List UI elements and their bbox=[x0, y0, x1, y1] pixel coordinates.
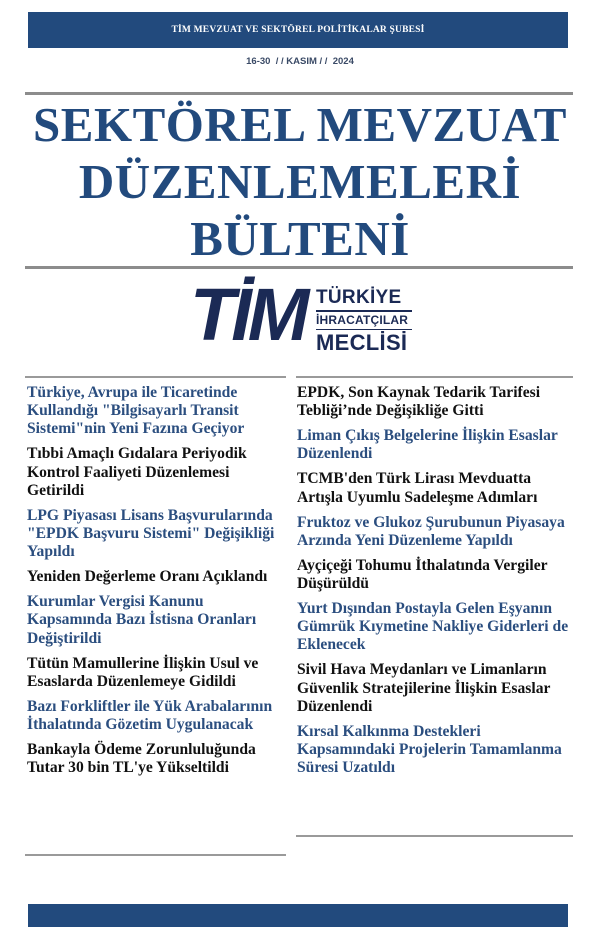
headline-item[interactable]: EPDK, Son Kaynak Tedarik Tarifesi Tebliği’nde Değişikliğe Gitti bbox=[297, 384, 541, 420]
headline-item[interactable]: TCMB'den Türk Lirası Mevduatta Artışla Uyumlu Sadeleşme Adımları bbox=[297, 470, 538, 506]
footer-banner bbox=[28, 904, 568, 927]
right-column-bottom-rule bbox=[296, 835, 573, 837]
right-headline-column bbox=[297, 384, 577, 784]
bulletin-title bbox=[0, 96, 600, 267]
left-column-bottom-rule bbox=[25, 854, 286, 856]
logo-line-meclisi: MECLİSİ bbox=[316, 330, 408, 355]
headline-item[interactable]: Liman Çıkış Belgelerine İlişkin Esaslar Düzenlendi bbox=[297, 427, 558, 463]
title-top-rule bbox=[25, 92, 573, 95]
headline-item[interactable]: Sivil Hava Meydanları ve Limanların Güvenlik Stratejilerine İlişkin Esaslar Düzenlendi bbox=[297, 661, 551, 715]
headline-item[interactable]: Tıbbi Amaçlı Gıdalara Periyodik Kontrol Faaliyeti Düzenlemesi Getirildi bbox=[27, 445, 247, 499]
tim-logo-wordmark bbox=[316, 288, 416, 354]
headline-item[interactable]: Fruktoz ve Glukoz Şurubunun Piyasaya Arzında Yeni Düzenleme Yapıldı bbox=[297, 513, 565, 549]
headline-item[interactable]: Türkiye, Avrupa ile Ticaretinde Kullandığı "Bilgisayarlı Transit Sistemi"nin Yeni Fazına Geçiyor bbox=[27, 384, 245, 438]
title-bottom-rule bbox=[25, 266, 573, 269]
left-headline-column bbox=[27, 384, 289, 784]
headline-item[interactable]: Yeniden Değerleme Oranı Açıklandı bbox=[27, 568, 268, 586]
headline-item[interactable]: Ayçiçeği Tohumu İthalatında Vergiler Düşürüldü bbox=[297, 556, 548, 593]
logo-divider bbox=[316, 310, 412, 312]
logo-line-turkiye: TÜRKİYE bbox=[316, 287, 402, 308]
left-column-top-rule bbox=[25, 376, 286, 378]
tim-logo-mark: TİM bbox=[190, 273, 306, 356]
department-name: TİM MEVZUAT VE SEKTÖREL POLİTİKALAR ŞUBESİ bbox=[171, 25, 425, 35]
logo-line-ihracatcilar: İHRACATÇILAR bbox=[316, 312, 409, 327]
title-line-3: BÜLTENİ bbox=[190, 211, 410, 266]
header-banner bbox=[28, 12, 568, 48]
issue-date: 16-30 / / KASIM / / 2024 bbox=[246, 56, 354, 67]
headline-item[interactable]: Tütün Mamullerine İlişkin Usul ve Esaslarda Düzenlemeye Gidildi bbox=[27, 654, 259, 690]
right-column-top-rule bbox=[296, 376, 573, 378]
headline-item[interactable]: Kırsal Kalkınma Destekleri Kapsamındaki Projelerin Tamamlanma Süresi Uzatıldı bbox=[297, 722, 562, 777]
title-line-1: SEKTÖREL MEVZUAT bbox=[33, 97, 567, 152]
headline-item[interactable]: Kurumlar Vergisi Kanunu Kapsamında Bazı İstisna Oranları Değiştirildi bbox=[27, 593, 257, 647]
headline-item[interactable]: Bazı Forkliftler ile Yük Arabalarının İthalatında Gözetim Uygulanacak bbox=[27, 697, 273, 734]
title-line-2: DÜZENLEMELERİ bbox=[78, 154, 522, 209]
headline-item[interactable]: Yurt Dışından Postayla Gelen Eşyanın Gümrük Kıymetine Nakliye Giderleri de Eklenecek bbox=[297, 600, 569, 654]
headline-item[interactable]: Bankayla Ödeme Zorunluluğunda Tutar 30 bin TL'ye Yükseltildi bbox=[27, 741, 256, 777]
headline-item[interactable]: LPG Piyasası Lisans Başvurularında "EPDK Başvuru Sistemi" Değişikliği Yapıldı bbox=[27, 506, 275, 561]
tim-logo bbox=[188, 273, 418, 356]
